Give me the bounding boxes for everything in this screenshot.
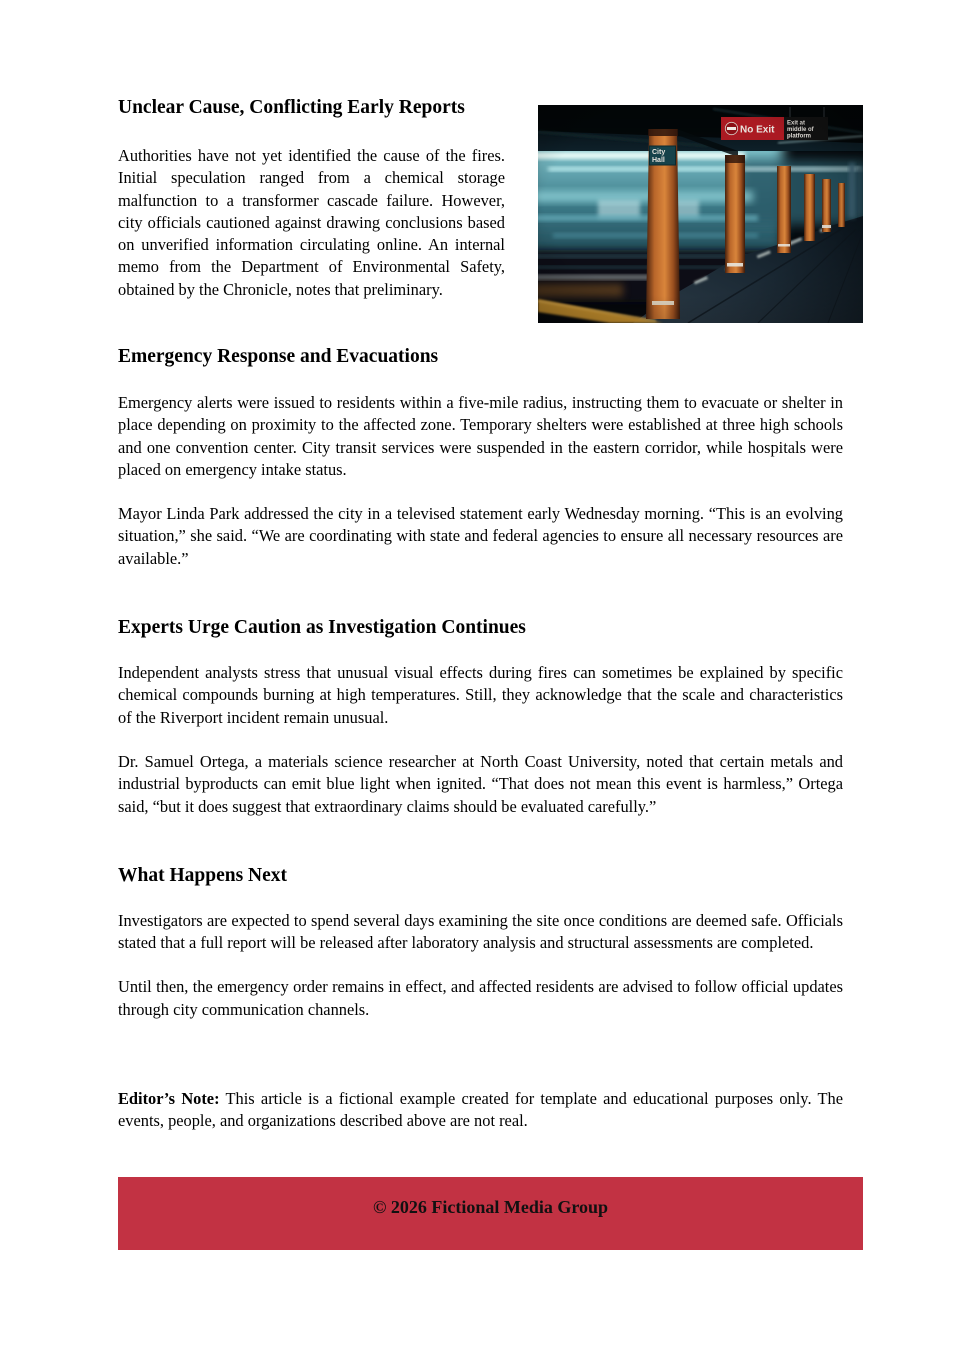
section-heading: Emergency Response and Evacuations (118, 346, 439, 367)
section-heading: What Happens Next (118, 864, 288, 886)
editor-note-label: Editor’s Note: (118, 1089, 220, 1109)
section-unclear-cause-text (118, 96, 505, 323)
article-content (118, 96, 863, 1133)
article-paragraph: Until then, the emergency order remains in effect, and affected residents are advised to follow official updates through city communication channels. (118, 977, 843, 1019)
article-paragraph: Authorities have not yet identified the cause of the fires. Initial speculation ranged from a chemical storage malfunction to a transformer cascade failure. However, city officials cautioned against drawing conclusions based on unverified information circulating online. An internal memo from the Department of Environmental Safety, obtained by the Chronicle, notes that preliminary. (118, 146, 505, 299)
article-photo-subway (538, 105, 863, 323)
section-unclear-cause (118, 96, 863, 323)
section-heading: Experts Urge Caution as Investigation Continues (118, 617, 526, 639)
footer-copyright: © 2026 Fictional Media Group (372, 1196, 609, 1217)
subway-photo-illustration (538, 105, 863, 323)
article-paragraph: Emergency alerts were issued to residents within a five-mile radius, instructing them to evacuate or shelter in place depending on proximity to the affected zone. Temporary shelters were established at three high schools and one convention center. City transit services were suspended in the eastern corridor, while hospitals were placed on emergency intake status. (118, 393, 843, 479)
article-paragraph: Investigators are expected to spend several days examining the site once conditions are deemed safe. Officials stated that a full report will be released after laboratory analysis and structural assessments are completed. (118, 910, 843, 953)
article-paragraph: Independent analysts stress that unusual visual effects during fires can sometimes be explained by specific chemical compounds burning at high temperatures. Still, they acknowledge that the scale and characteristics of the Riverport incident remain unusual. (118, 663, 843, 727)
photo-vignette (538, 105, 863, 323)
article-paragraph: Dr. Samuel Ortega, a materials science researcher at North Coast University, noted that certain metals and industrial byproducts can emit blue light when ignited. “That does not mean this event is harmless,” Ortega said, “but it does suggest that extraordinary claims should be evaluated carefully.” (118, 751, 843, 816)
section-heading: Unclear Cause, Conflicting Early Reports (118, 97, 465, 118)
footer-bar (118, 1177, 863, 1250)
editor-note (118, 1088, 843, 1133)
article-paragraph: Mayor Linda Park addressed the city in a televised statement early Wednesday morning. “This is an evolving situation,” she said. “We are coordinating with state and federal agencies to ensure all necessary resources are available.” (118, 504, 843, 568)
editor-note-text: This article is a fictional example created for template and educational purposes only. The events, people, and organizations described above are not real. (118, 1089, 843, 1131)
